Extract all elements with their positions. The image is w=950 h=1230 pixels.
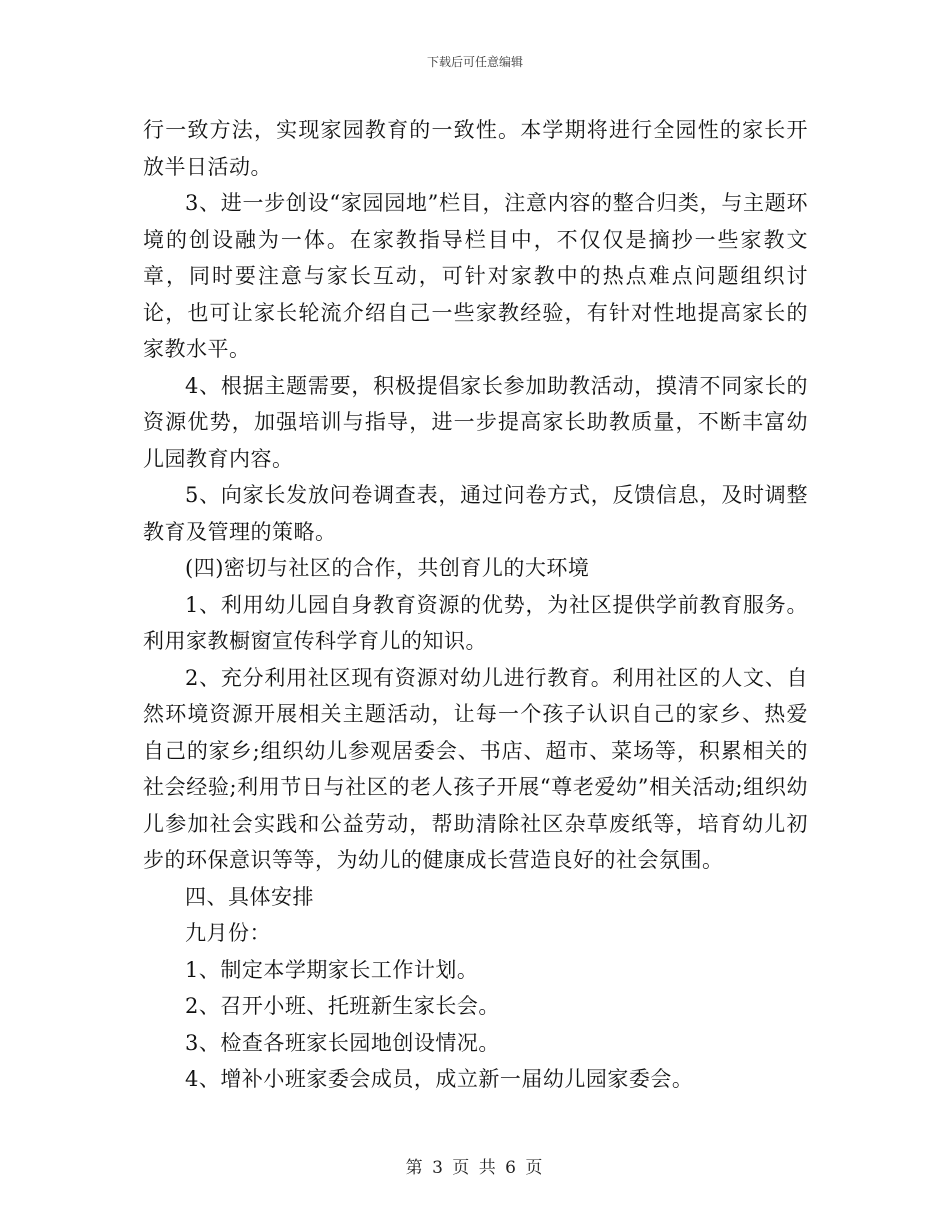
list-item-3: 3、检查各班家长园地创设情况。 (185, 1030, 500, 1055)
section-heading-schedule: 四、具体安排 (185, 884, 314, 909)
page-number-footer: 第 3 页 共 6 页 (405, 1158, 545, 1178)
document-body (143, 112, 808, 1098)
list-item-2: 2、召开小班、托班新生家长会。 (185, 994, 500, 1018)
list-item-4: 4、增补小班家委会成员，成立新一届幼儿园家委会。 (185, 1067, 694, 1091)
paragraph-7: 2、充分利用社区现有资源对幼儿进行教育。利用社区的人文、自然环境资源开展相关主题活动，让每一个孩子认识自己的家乡、热爱自己的家乡;组织幼儿参观居委会、书店、超市、菜场等，积累相关的社会经验;利用节日与社区的老人孩子开展“尊老爱幼”相关活动;组织幼儿参加社会实践和公益劳动，帮助清除社区杂草废纸等，培育幼儿初步的环保意识等等，为幼儿的健康成长营造良好的社会氛围。 (143, 665, 808, 872)
paragraph-6: 1、利用幼儿园自身教育资源的优势，为社区提供学前教育服务。利用家教橱窗宣传科学育儿的知识。 (143, 592, 808, 653)
section-heading-community: (四)密切与社区的合作，共创育儿的大环境 (185, 556, 590, 580)
list-item-1: 1、制定本学期家长工作计划。 (185, 957, 479, 982)
paragraph-2: 3、进一步创设“家园园地”栏目，注意内容的整合归类，与主题环境的创设融为一体。在家教指导栏目中，不仅仅是摘抄一些家教文章，同时要注意与家长互动，可针对家教中的热点难点问题组织讨论，也可让家长轮流介绍自己一些家教经验，有针对性地提高家长的家教水平。 (143, 191, 808, 361)
paragraph-4: 5、向家长发放问卷调查表，通过问卷方式，反馈信息，及时调整教育及管理的策略。 (143, 483, 808, 544)
header-note: 下载后可任意编辑 (426, 55, 523, 69)
paragraph-1: 行一致方法，实现家园教育的一致性。本学期将进行全园性的家长开放半日活动。 (143, 118, 808, 179)
paragraph-3: 4、根据主题需要，积极提倡家长参加助教活动，摸清不同家长的资源优势，加强培训与指导，进一步提高家长助教质量，不断丰富幼儿园教育内容。 (143, 373, 808, 471)
month-heading-september: 九月份： (185, 921, 271, 945)
